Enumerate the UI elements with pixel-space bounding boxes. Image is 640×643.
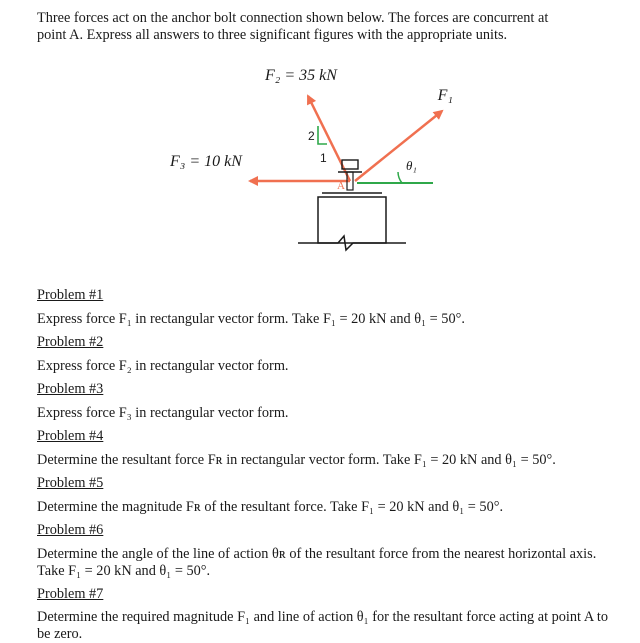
problem-5-heading: Problem #5	[37, 475, 104, 491]
concrete-block	[318, 197, 386, 250]
intro-paragraph	[37, 10, 612, 44]
f1-arrow	[355, 111, 442, 181]
f3-label: F₃ = 10 kN	[170, 153, 242, 170]
slope-rise-label: 2	[308, 129, 315, 143]
problem-6-text: Determine the angle of the line of action θʀ of the resultant force from the nearest horizontal axis. Take F₁ = 20 kN and θ₁ = 50°.	[37, 545, 597, 579]
theta-label: θ₁	[406, 158, 417, 173]
problem-5-text: Determine the magnitude Fʀ of the resultant force. Take F₁ = 20 kN and θ₁ = 50°.	[37, 498, 504, 515]
theta-arc	[398, 172, 402, 183]
slope-triangle	[318, 126, 327, 144]
problem-4-heading: Problem #4	[37, 428, 104, 444]
problem-4-text: Determine the resultant force Fʀ in rectangular vector form. Take F₁ = 20 kN and θ₁ = 50°.	[37, 451, 556, 468]
problem-3-heading: Problem #3	[37, 381, 104, 397]
intro-line-2: point A. Express all answers to three significant figures with the appropriate units.	[37, 27, 508, 43]
problem-3-text: Express force F₃ in rectangular vector form.	[37, 404, 289, 421]
problem-1-text: Express force F₁ in rectangular vector form. Take F₁ = 20 kN and θ₁ = 50°.	[37, 310, 465, 327]
slope-run-label: 1	[320, 151, 327, 165]
intro-line-1: Three forces act on the anchor bolt connection shown below. The forces are concurrent at	[37, 10, 549, 26]
problem-7-text: Determine the required magnitude F₁ and line of action θ₁ for the resultant force acting at point A to be zero.	[37, 609, 609, 642]
problem-list	[37, 284, 612, 643]
problem-7-heading: Problem #7	[37, 585, 104, 602]
problem-2-text: Express force F₂ in rectangular vector form.	[37, 357, 289, 374]
f2-label: F₂ = 35 kN	[265, 67, 337, 84]
force-diagram	[150, 56, 453, 266]
f1-label: F₁	[437, 87, 453, 104]
problem-2-heading: Problem #2	[37, 334, 104, 350]
problem-1-heading: Problem #1	[37, 287, 104, 303]
point-a-label: A	[337, 180, 345, 192]
problem-6-heading: Problem #6	[37, 522, 104, 538]
